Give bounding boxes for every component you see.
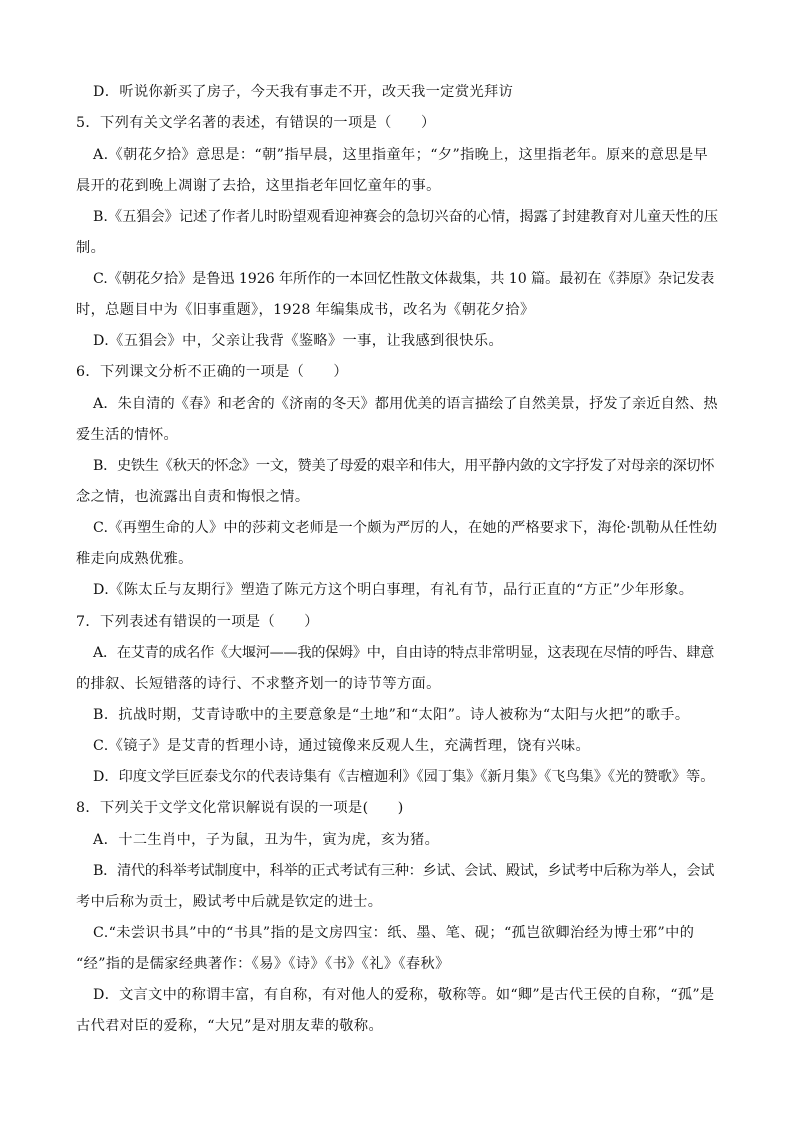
q7-option-a: A．在艾青的成名作《大堰河——我的保姆》中，自由诗的特点非常明显，这表现在尽情的呼告、肆意 xyxy=(93,645,714,661)
q8-option-c: C.“未尝识书具”中的“书具”指的是文房四宝：纸、墨、笔、砚；“孤岂欲卿治经为博士邪”中的 xyxy=(93,925,695,941)
q7-option-c: C.《镜子》是艾青的哲理小诗，通过镜像来反观人生，充满哲理，饶有兴味。 xyxy=(93,738,591,754)
q7-option-b: B．抗战时期，艾青诗歌中的主要意象是“土地”和“太阳”。诗人被称为“太阳与火把”的歌手。 xyxy=(93,707,690,723)
q8-option-a: A．十二生肖中，子为鼠，丑为牛，寅为虎，亥为猪。 xyxy=(93,832,440,848)
q5-option-b-cont: 制。 xyxy=(76,240,106,256)
q5-option-a-cont: 晨开的花到晚上凋谢了去拾，这里指老年回忆童年的事。 xyxy=(76,178,441,194)
q8-option-b-cont: 考中后称为贡士，殿试考中后就是钦定的进士。 xyxy=(76,894,383,910)
q6-option-d: D.《陈太丘与友期行》塑造了陈元方这个明白事理，有礼有节，品行正直的“方正”少年形象。 xyxy=(93,582,694,598)
q8-option-d: D．文言文中的称谓丰富，有自称，有对他人的爱称，敬称等。如“卿”是古代王侯的自称，“孤”是 xyxy=(93,987,715,1003)
q6-option-a: A．朱自清的《春》和老舍的《济南的冬天》都用优美的语言描绘了自然美景，抒发了亲近自然、热 xyxy=(93,396,718,412)
q5-option-d: D.《五猖会》中，父亲让我背《鉴略》一事，让我感到很快乐。 xyxy=(93,333,504,349)
q8-option-d-cont: 古代君对臣的爱称，“大兄”是对朋友辈的敬称。 xyxy=(76,1018,384,1034)
q8-option-c-cont: “经”指的是儒家经典著作：《易》《诗》《书》《礼》《春秋》 xyxy=(76,956,450,972)
q5-option-c: C.《朝花夕拾》是鲁迅 1926 年所作的一本回忆性散文体裁集，共 10 篇。最初在《莽原》杂记发表 xyxy=(93,271,715,287)
q6-option-a-cont: 爱生活的情怀。 xyxy=(76,427,179,443)
q7-option-a-cont: 的排叙、长短错落的诗行、不求整齐划一的诗节等方面。 xyxy=(76,676,441,692)
question-6-stem: 6．下列课文分析不正确的一项是（ ） xyxy=(76,364,349,380)
q6-option-c-cont: 稚走向成熟优雅。 xyxy=(76,551,193,567)
q5-option-b: B.《五猖会》记述了作者儿时盼望观看迎神赛会的急切兴奋的心情，揭露了封建教育对儿童天性的压 xyxy=(93,209,719,225)
question-7-stem: 7．下列表述有错误的一项是（ ） xyxy=(76,614,319,630)
q4-option-d: D．听说你新买了房子，今天我有事走不开，改天我一定赏光拜访 xyxy=(93,84,514,100)
q5-option-c-cont: 时，总题目中为《旧事重题》，1928 年编集成书，改名为《朝花夕拾》 xyxy=(76,302,535,318)
q8-option-b: B．清代的科举考试制度中，科举的正式考试有三种：乡试、会试、殿试，乡试考中后称为举人，会试 xyxy=(93,863,715,879)
q6-option-b-cont: 念之情，也流露出自责和悔恨之情。 xyxy=(76,489,310,505)
q5-option-a: A.《朝花夕拾》意思是：“朝”指早晨，这里指童年；“夕”指晚上，这里指老年。原来的意思是早 xyxy=(93,147,709,163)
question-5-stem: 5．下列有关文学名著的表述，有错误的一项是（ ） xyxy=(76,115,436,131)
q6-option-b: B．史铁生《秋天的怀念》一文，赞美了母爱的艰辛和伟大，用平静内敛的文字抒发了对母亲的深切怀 xyxy=(93,458,715,474)
q7-option-d: D．印度文学巨匠泰戈尔的代表诗集有《吉檀迦利》《园丁集》《新月集》《飞鸟集》《光的赞歌》等。 xyxy=(93,769,715,785)
question-8-stem: 8．下列关于文学文化常识解说有误的一项是( ) xyxy=(76,800,404,816)
q6-option-c: C.《再塑生命的人》中的莎莉文老师是一个颇为严厉的人，在她的严格要求下，海伦·凯勒从任性幼 xyxy=(93,520,718,536)
